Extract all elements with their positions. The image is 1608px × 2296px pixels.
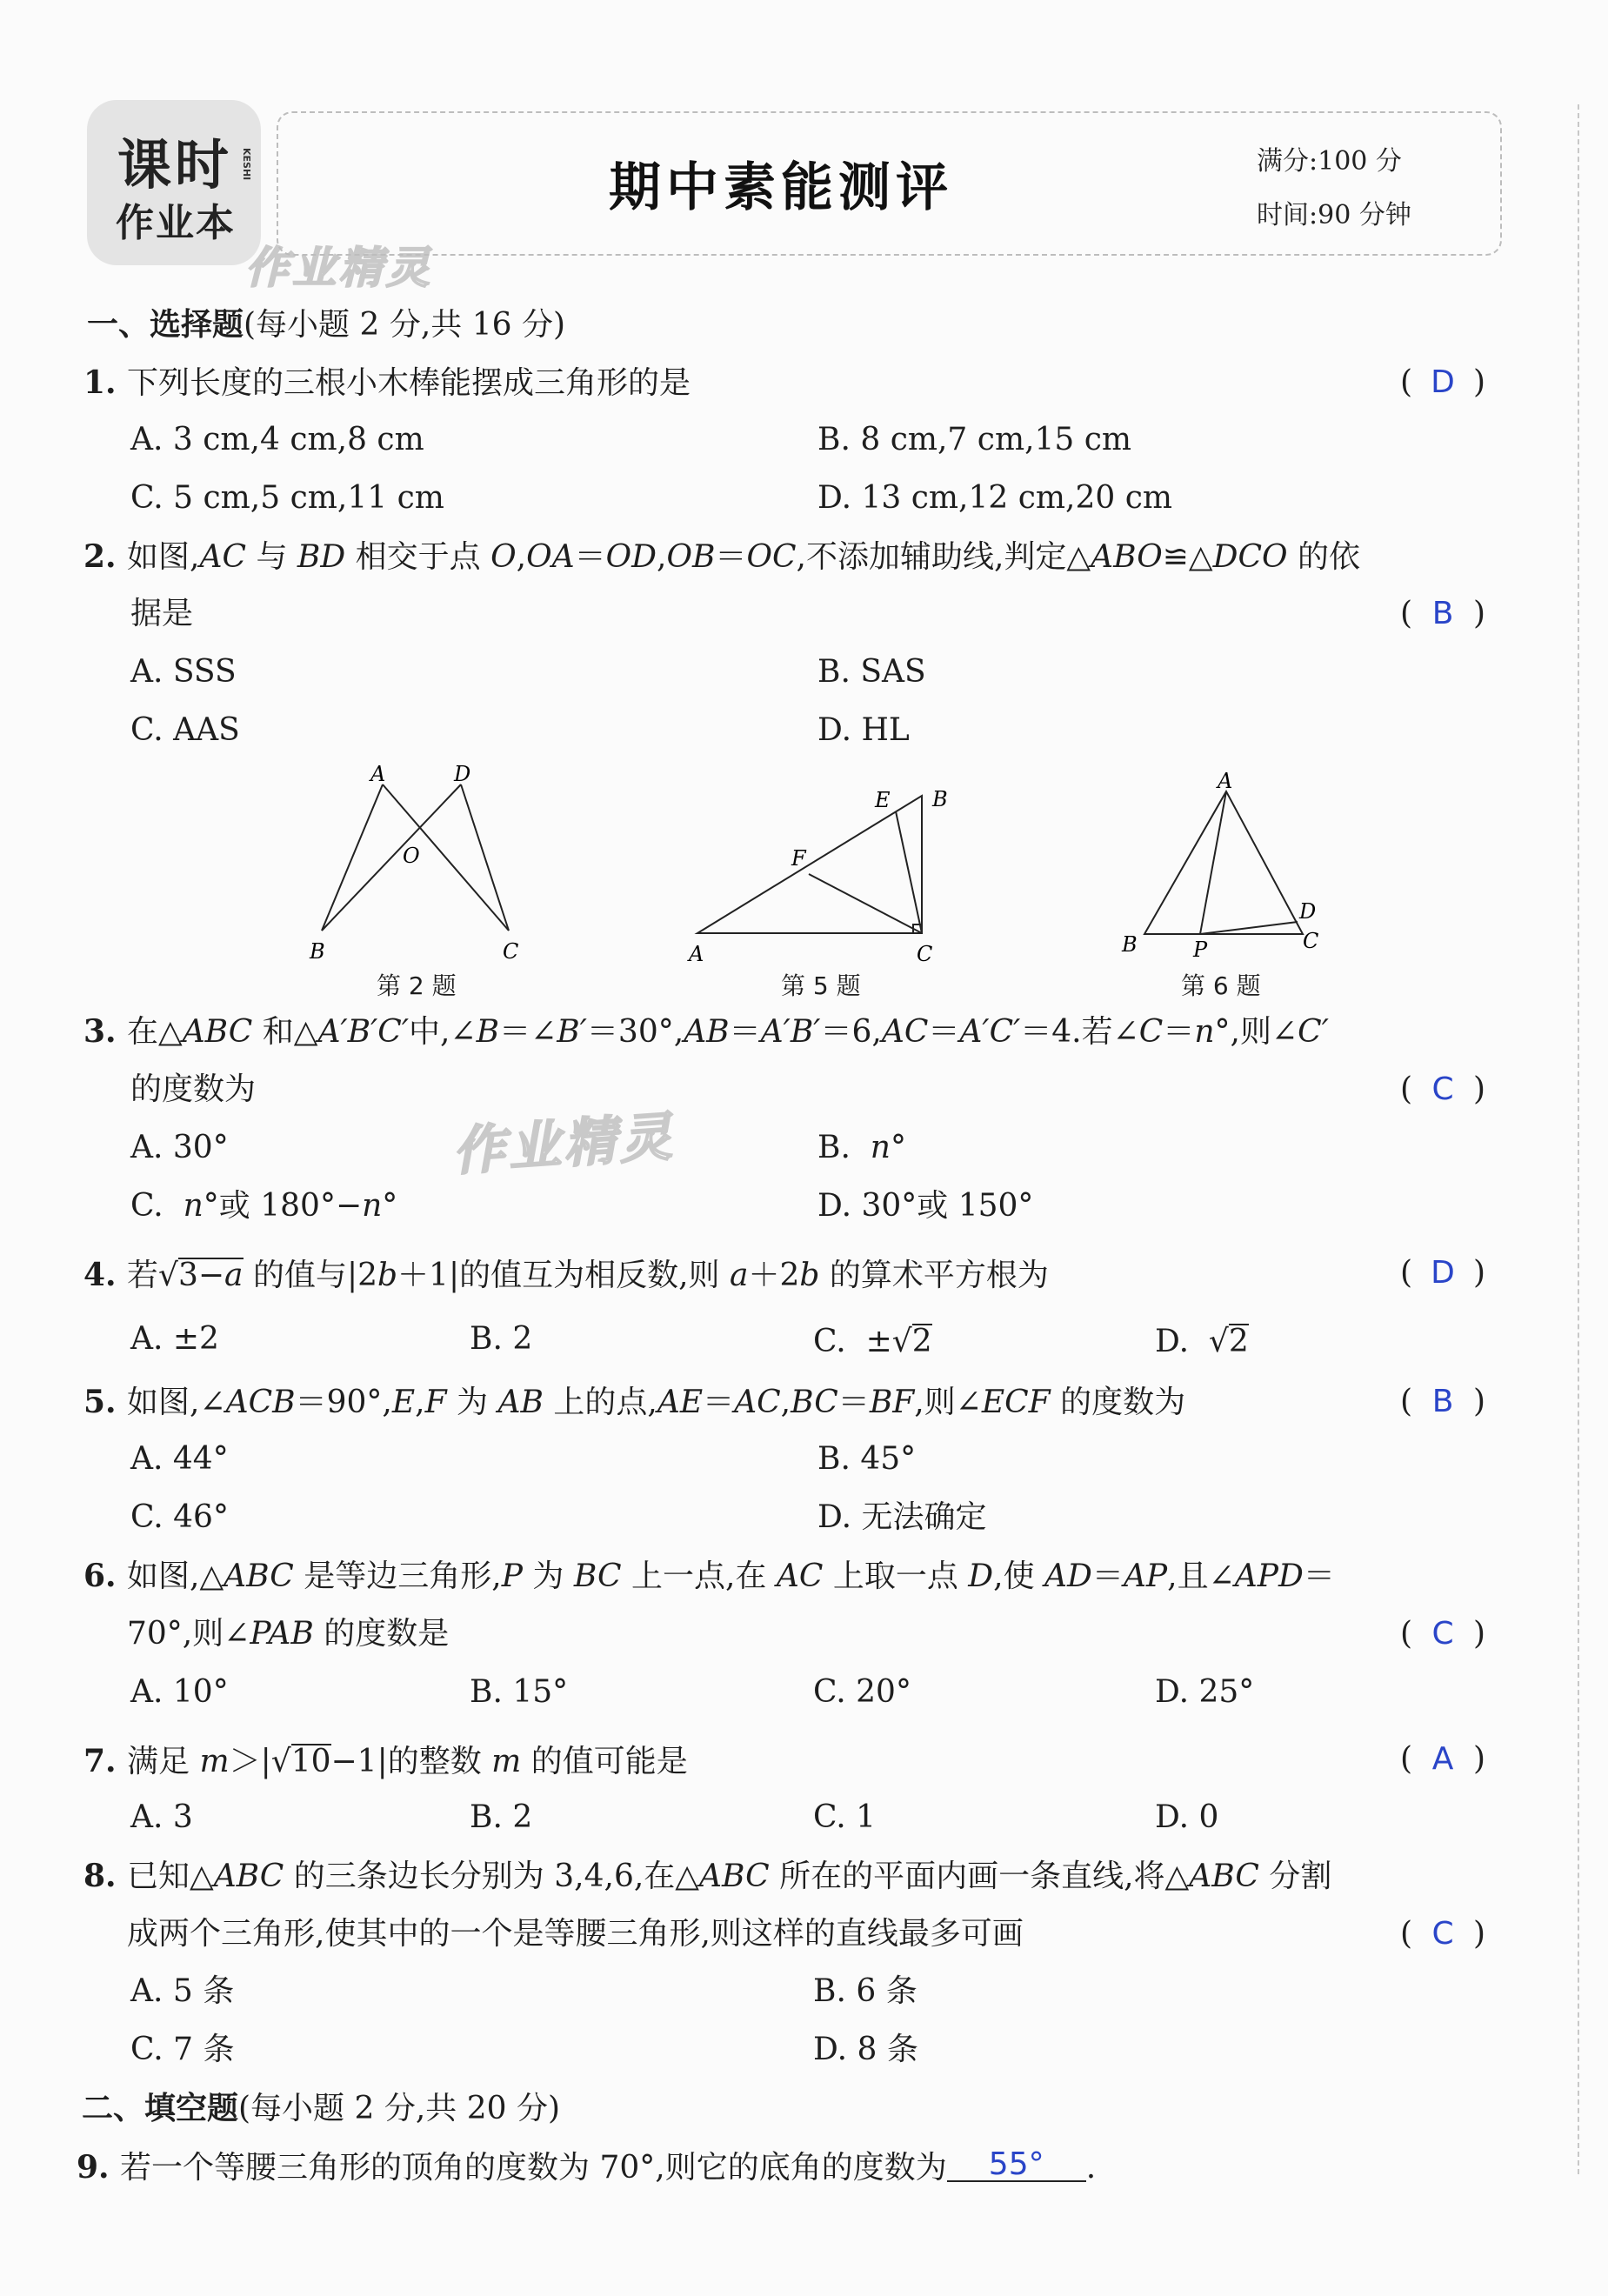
answer-blank: 55° [947, 2149, 1086, 2182]
question-text: 下列长度的三根小木棒能摆成三角形的是 [127, 365, 691, 401]
q3-option-a: A. 30° [130, 1130, 229, 1165]
q3-option-c: C. n°或 180°−n° [130, 1188, 398, 1224]
question-text: 若一个等腰三角形的顶角的度数为 70°,则它的底角的度数为 [120, 2150, 947, 2186]
fig5-label-c: C [917, 942, 933, 966]
q3-option-d: D. 30°或 150° [817, 1188, 1034, 1224]
q8-option-c: C. 7 条 [130, 2032, 235, 2067]
answer-bracket-1: ( D ) [1400, 364, 1486, 400]
answer-value: D [1431, 1255, 1455, 1291]
answer-bracket-5: ( B ) [1400, 1384, 1486, 1419]
fig5-label-e: E [875, 788, 891, 812]
q6-option-c: C. 20° [813, 1674, 911, 1710]
logo-tag: KESHI [241, 148, 252, 181]
q2-option-d: D. HL [817, 712, 910, 748]
fig2-label-o: O [403, 844, 420, 868]
answer-bracket-3: ( C ) [1400, 1071, 1486, 1107]
q7-option-a: A. 3 [130, 1799, 193, 1835]
q4-option-d: D. √2 [1155, 1324, 1249, 1359]
section-note: (每小题 2 分,共 20 分) [238, 2091, 561, 2126]
q4-option-c: C. ±√2 [813, 1324, 932, 1359]
question-1 [83, 364, 691, 401]
fig6-caption: 第 6 题 [1181, 971, 1261, 1000]
question-6-line2: 70°,则∠PAB 的度数是 [127, 1616, 450, 1652]
fig2-caption: 第 2 题 [377, 971, 457, 1000]
q6-option-d: D. 25° [1155, 1674, 1255, 1710]
section-note: (每小题 2 分,共 16 分) [244, 307, 566, 343]
question-number: 2. [83, 538, 117, 575]
q5-option-b: B. 45° [817, 1441, 917, 1477]
question-5: 5. 如图,∠ACB＝90°,E,F 为 AB 上的点,AE＝AC,BC＝BF,则∠ECF 的度数为 [83, 1384, 1186, 1420]
q8-option-d: D. 8 条 [813, 2032, 918, 2067]
answer-value: D [1431, 364, 1455, 400]
q2-option-a: A. SSS [130, 654, 237, 690]
fig5-caption: 第 5 题 [781, 971, 861, 1000]
q5-option-a: A. 44° [130, 1441, 229, 1477]
fig5-label-f: F [791, 846, 806, 871]
question-number: 3. [83, 1013, 117, 1050]
figure-6 [1113, 765, 1339, 961]
answer-value: C [1431, 1916, 1454, 1952]
watermark-top: 作业精灵 [245, 243, 433, 293]
answer-bracket-8: ( C ) [1400, 1916, 1486, 1952]
answer-value: A [1431, 1741, 1454, 1777]
q2-option-c: C. AAS [130, 712, 240, 748]
fig2-label-a: A [370, 765, 386, 786]
answer-bracket-7: ( A ) [1400, 1741, 1486, 1777]
fig6-label-b: B [1122, 932, 1138, 957]
q3-option-b: B. n° [817, 1130, 906, 1165]
q2-option-b: B. SAS [817, 654, 926, 690]
watermark-middle: 作业精灵 [450, 1106, 677, 1183]
question-6: 6. 如图,△ABC 是等边三角形,P 为 BC 上一点,在 AC 上取一点 D,使 AD＝AP,且∠APD＝ [83, 1558, 1335, 1594]
question-8-line2: 成两个三角形,使其中的一个是等腰三角形,则这样的直线最多可画 [127, 1916, 1024, 1952]
logo-text-bottom: 作业本 [116, 201, 236, 245]
answer-bracket-2: ( B ) [1400, 596, 1486, 631]
fig5-label-b: B [932, 787, 948, 811]
q1-option-b: B. 8 cm,7 cm,15 cm [817, 422, 1132, 457]
fig6-label-d: D [1299, 899, 1317, 924]
question-2-line2: 据是 [130, 596, 194, 631]
answer-value: B [1431, 596, 1454, 631]
exam-time: 时间:90 分钟 [1257, 200, 1411, 230]
q4-option-b: B. 2 [470, 1321, 533, 1357]
question-number: 8. [83, 1858, 117, 1894]
question-4: 4. 若√3−a 的值与|2b＋1|的值互为相反数,则 a＋2b 的算术平方根为 [83, 1257, 1049, 1293]
page-title: 期中素能测评 [609, 157, 953, 218]
question-number: 7. [83, 1743, 117, 1779]
question-number: 6. [83, 1558, 117, 1594]
fig6-label-c: C [1303, 929, 1319, 953]
question-number: 1. [83, 364, 117, 401]
q5-option-d: D. 无法确定 [817, 1499, 987, 1535]
q1-option-d: D. 13 cm,12 cm,20 cm [817, 480, 1173, 516]
question-number: 4. [83, 1257, 117, 1293]
figure-5 [678, 778, 974, 974]
question-7: 7. 满足 m＞|√10−1|的整数 m 的值可能是 [83, 1743, 688, 1779]
question-number: 9. [77, 2149, 110, 2186]
figure-2 [287, 765, 548, 974]
fig6-label-p: P [1193, 938, 1208, 961]
fig5-label-a: A [689, 942, 704, 966]
fig6-label-a: A [1218, 769, 1233, 793]
question-number: 5. [83, 1384, 117, 1420]
question-2: 2. 如图,AC 与 BD 相交于点 O,OA＝OD,OB＝OC,不添加辅助线,判定△ABO≌△DCO 的依 [83, 538, 1360, 575]
answer-bracket-4: ( D ) [1400, 1255, 1486, 1291]
section-title-choice [87, 306, 566, 343]
q1-option-a: A. 3 cm,4 cm,8 cm [130, 422, 424, 457]
q8-option-a: A. 5 条 [130, 1973, 235, 2009]
q4-option-a: A. ±2 [130, 1321, 219, 1357]
q7-option-d: D. 0 [1155, 1799, 1219, 1835]
question-3: 3. 在△ABC 和△A′B′C′中,∠B＝∠B′＝30°,AB＝A′B′＝6,AC＝A′C′＝4.若∠C＝n°,则∠C′ [83, 1013, 1329, 1050]
question-9: 9. 若一个等腰三角形的顶角的度数为 70°,则它的底角的度数为 55° . [77, 2146, 1097, 2186]
q6-option-a: A. 10° [130, 1674, 229, 1710]
fig2-label-b: B [310, 939, 325, 964]
q5-option-c: C. 46° [130, 1499, 229, 1535]
answer-value: B [1431, 1384, 1454, 1419]
logo-text-top: 课时 [117, 133, 233, 197]
section-heading: 二、填空题 [82, 2090, 239, 2126]
q7-option-c: C. 1 [813, 1799, 877, 1835]
section-heading: 一、选择题 [87, 306, 244, 343]
question-3-line2: 的度数为 [130, 1071, 257, 1107]
answer-value: C [1431, 1616, 1454, 1652]
q1-option-c: C. 5 cm,5 cm,11 cm [130, 480, 444, 516]
answer-bracket-6: ( C ) [1400, 1616, 1486, 1652]
full-score: 满分:100 分 [1257, 146, 1402, 177]
fig2-label-d: D [454, 765, 471, 786]
q8-option-b: B. 6 条 [813, 1973, 917, 2009]
fig2-label-c: C [503, 939, 519, 964]
q7-option-b: B. 2 [470, 1799, 533, 1835]
section-title-fill [82, 2092, 560, 2125]
page-edge-line [1578, 104, 1579, 2174]
q6-option-b: B. 15° [470, 1674, 569, 1710]
question-8: 8. 已知△ABC 的三条边长分别为 3,4,6,在△ABC 所在的平面内画一条直线,将△ABC 分割 [83, 1858, 1332, 1894]
answer-value: C [1431, 1071, 1454, 1107]
